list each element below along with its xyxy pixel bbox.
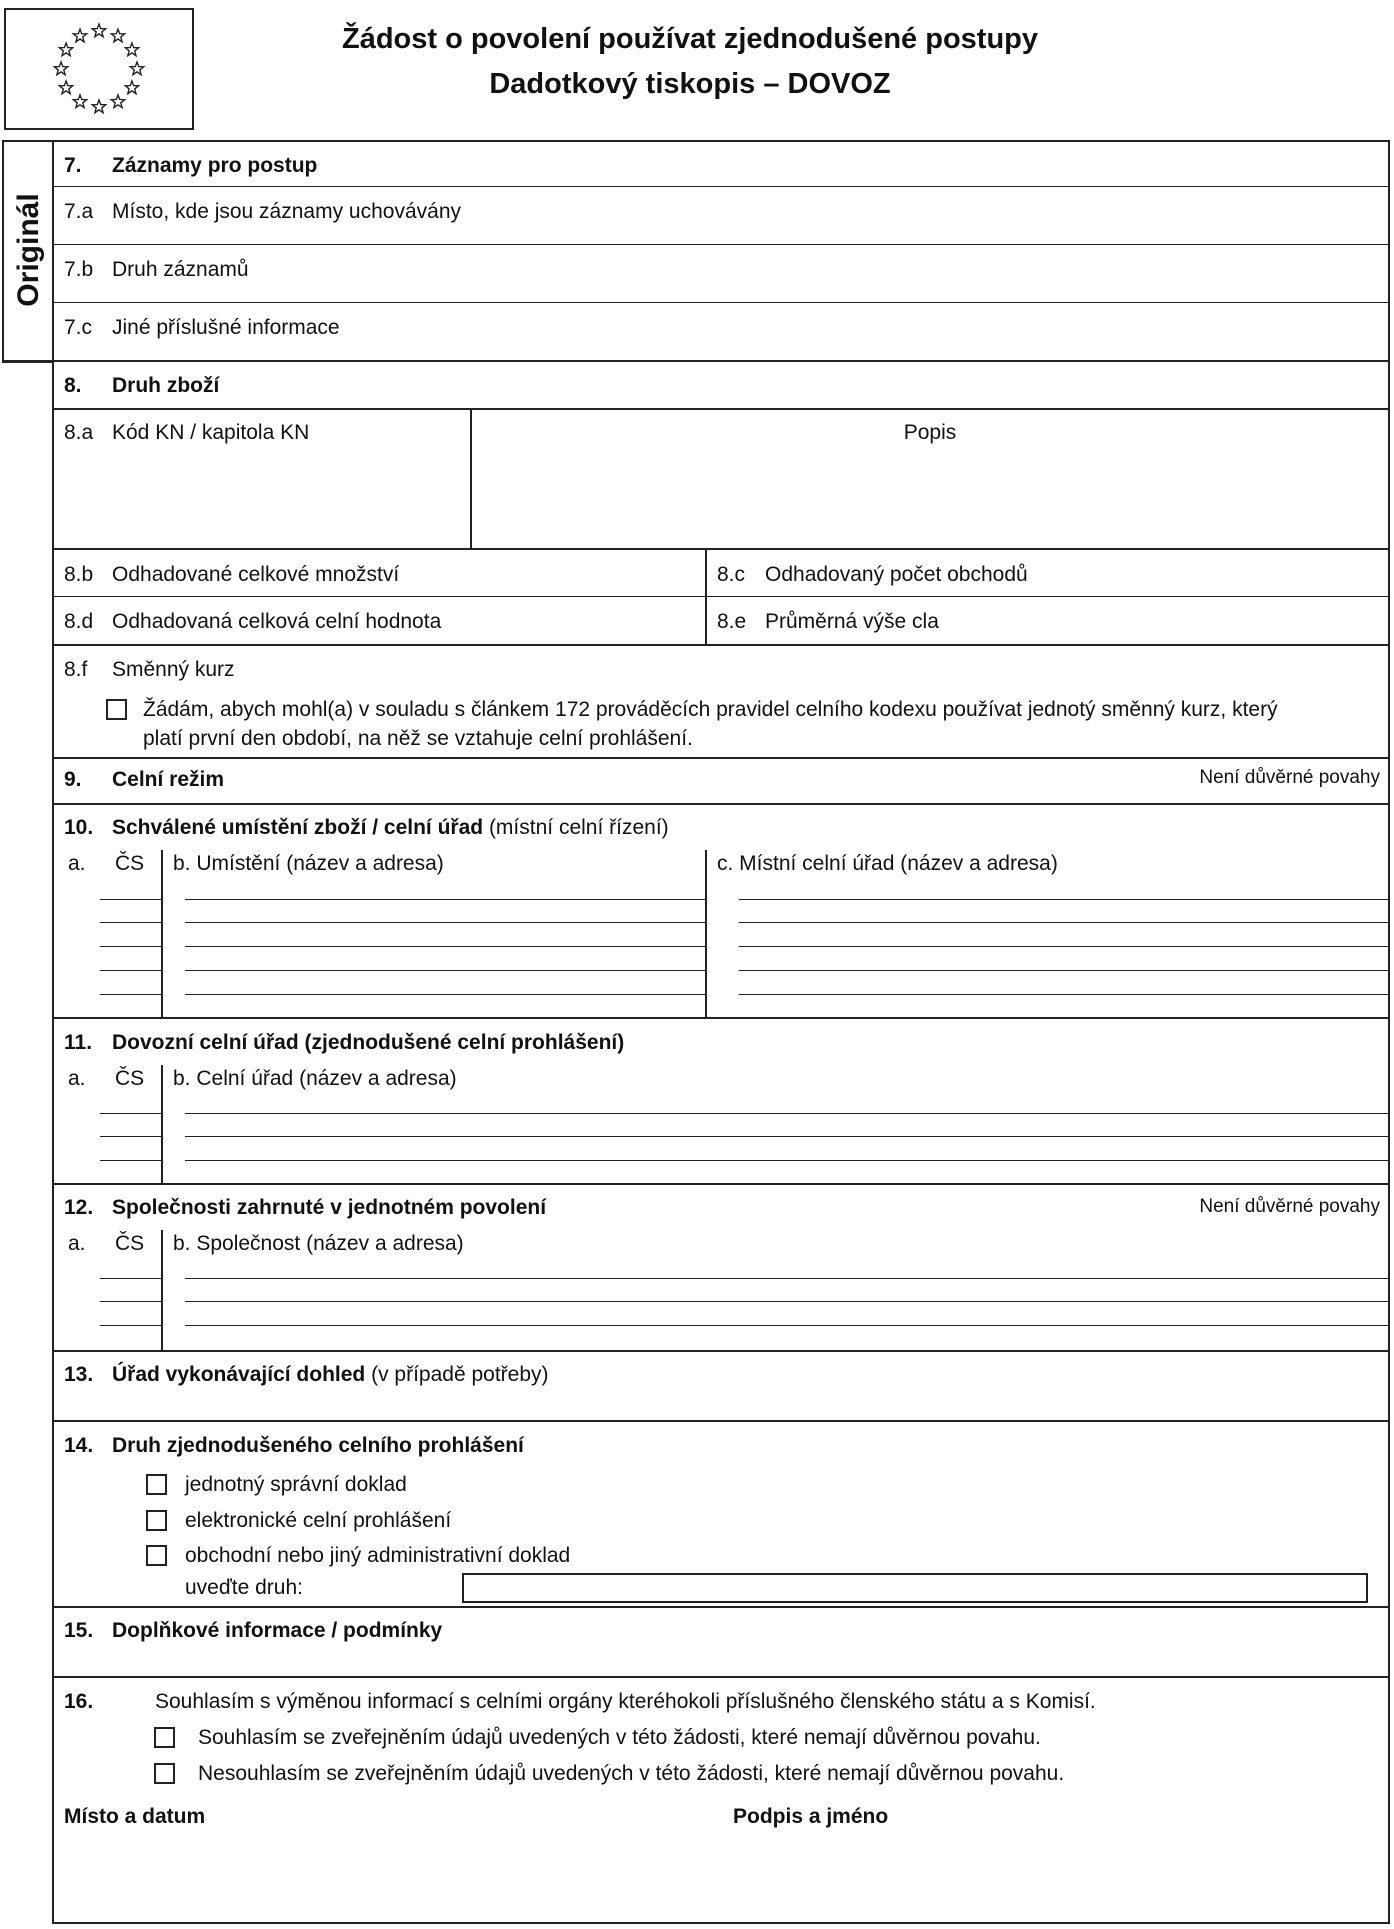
- section-12-note: Není důvěrné povahy: [1199, 1196, 1380, 1217]
- entry-line[interactable]: [100, 1278, 161, 1279]
- flag-star-icon: [54, 62, 67, 75]
- flag-star-icon: [92, 100, 105, 113]
- col-10b-label: b. Umístění (název a adresa): [173, 852, 444, 875]
- col-12a-label: a.: [68, 1232, 86, 1255]
- entry-line[interactable]: [100, 922, 161, 923]
- text-8f-request-line1: Žádám, abych mohl(a) v souladu s článkem 172 prováděcích pravidel celního kodexu používat jednotý směnný kurz, který: [143, 698, 1278, 721]
- checkbox-14-electronic[interactable]: [146, 1510, 167, 1531]
- entry-line[interactable]: [739, 899, 1390, 900]
- checkbox-16-disagree-publish[interactable]: [154, 1763, 175, 1784]
- col-11-cs-label: ČS: [115, 1067, 145, 1090]
- section-9-note: Není důvěrné povahy: [1199, 767, 1380, 788]
- flag-star-icon: [111, 95, 124, 108]
- flag-star-icon: [92, 24, 105, 37]
- entry-line[interactable]: [100, 946, 161, 947]
- entry-line[interactable]: [185, 1325, 1390, 1326]
- entry-line[interactable]: [100, 970, 161, 971]
- field-8a-cn-code[interactable]: 8.a Kód KN / kapitola KN: [64, 421, 310, 444]
- flag-star-icon: [73, 29, 86, 42]
- col-12-cs-label: ČS: [115, 1232, 145, 1255]
- entry-line[interactable]: [185, 922, 705, 923]
- field-7b-records-type[interactable]: 7.b Druh záznamů: [64, 258, 249, 281]
- entry-line[interactable]: [100, 1160, 161, 1161]
- section-11-title: 11. Dovozní celní úřad (zjednodušené celní prohlášení): [64, 1031, 625, 1054]
- original-label: Originál: [12, 193, 45, 307]
- entry-line[interactable]: [739, 922, 1390, 923]
- entry-line[interactable]: [185, 1278, 1390, 1279]
- entry-line[interactable]: [185, 899, 705, 900]
- col-11b-label: b. Celní úřad (název a adresa): [173, 1067, 457, 1090]
- entry-line[interactable]: [185, 994, 705, 995]
- checkbox-16-agree-publish[interactable]: [154, 1727, 175, 1748]
- field-8e-average-duty[interactable]: 8.e Průměrná výše cla: [717, 610, 939, 633]
- field-16-signature[interactable]: Podpis a jméno: [733, 1805, 889, 1828]
- field-8f-exchange-rate: 8.f Směnný kurz: [64, 658, 235, 681]
- label-16-agree-publish: Souhlasím se zveřejněním údajů uvedených v této žádosti, které nemají důvěrnou povahu.: [198, 1726, 1041, 1749]
- flag-star-icon: [125, 81, 138, 94]
- page-subtitle: Dadotkový tiskopis – DOVOZ: [489, 68, 891, 100]
- label-16-disagree-publish: Nesouhlasím se zveřejněním údajů uvedených v této žádosti, které nemají důvěrnou povahu.: [198, 1762, 1065, 1785]
- flag-star-icon: [59, 81, 72, 94]
- col-10a-label: a.: [68, 852, 86, 875]
- entry-line[interactable]: [739, 970, 1390, 971]
- field-7a-records-location[interactable]: 7.a Místo, kde jsou záznamy uchovávány: [64, 200, 462, 223]
- checkbox-14-single-document[interactable]: [146, 1474, 167, 1495]
- entry-line[interactable]: [100, 994, 161, 995]
- label-14-specify: uveďte druh:: [185, 1576, 303, 1599]
- field-8d-customs-value[interactable]: 8.d Odhadovaná celková celní hodnota: [64, 610, 442, 633]
- section-16-consent: Souhlasím s výměnou informací s celními orgány kteréhokoli příslušného členského státu a s Komisí.: [155, 1690, 1096, 1713]
- entry-line[interactable]: [100, 899, 161, 900]
- entry-line[interactable]: [100, 1136, 161, 1137]
- page-title: Žádost o povolení používat zjednodušené postupy: [341, 23, 1039, 55]
- entry-line[interactable]: [739, 946, 1390, 947]
- section-8-title: 8. Druh zboží: [64, 374, 220, 397]
- section-13-title[interactable]: 13. Úřad vykonávající dohled (v případě potřeby): [64, 1363, 549, 1386]
- checkbox-14-commercial[interactable]: [146, 1545, 167, 1566]
- field-8a-description[interactable]: Popis: [903, 421, 957, 444]
- col-12b-label: b. Společnost (název a adresa): [173, 1232, 464, 1255]
- checkbox-8f-single-rate[interactable]: [106, 699, 127, 720]
- entry-line[interactable]: [185, 1136, 1390, 1137]
- flag-star-icon: [130, 62, 143, 75]
- flag-star-icon: [73, 95, 86, 108]
- entry-line[interactable]: [185, 970, 705, 971]
- label-14-electronic: elektronické celní prohlášení: [185, 1509, 452, 1532]
- entry-line[interactable]: [185, 1113, 1390, 1114]
- flag-star-icon: [125, 43, 138, 56]
- label-14-single-document: jednotný správní doklad: [185, 1473, 407, 1496]
- text-8f-request-line2: platí první den období, na něž se vztahuje celní prohlášení.: [143, 727, 693, 750]
- section-7-title: 7. Záznamy pro postup: [64, 154, 318, 177]
- entry-line[interactable]: [739, 994, 1390, 995]
- entry-line[interactable]: [185, 1301, 1390, 1302]
- section-14-title: 14. Druh zjednodušeného celního prohlášení: [64, 1434, 524, 1457]
- section-10-title: 10. Schválené umístění zboží / celní úřad (místní celní řízení): [64, 816, 669, 839]
- col-10-cs-label: ČS: [115, 852, 145, 875]
- section-9-title: 9. Celní režim: [64, 768, 225, 791]
- input-14-specify-type[interactable]: [462, 1573, 1368, 1603]
- entry-line[interactable]: [100, 1113, 161, 1114]
- col-10c-label: c. Místní celní úřad (název a adresa): [717, 852, 1058, 875]
- section-12-title: 12. Společnosti zahrnuté v jednotném povolení: [64, 1196, 547, 1219]
- field-8b-quantity[interactable]: 8.b Odhadované celkové množství: [64, 563, 400, 586]
- entry-line[interactable]: [185, 946, 705, 947]
- section-15-title[interactable]: 15. Doplňkové informace / podmínky: [64, 1619, 443, 1642]
- entry-line[interactable]: [100, 1301, 161, 1302]
- label-14-commercial: obchodní nebo jiný administrativní doklad: [185, 1544, 571, 1567]
- flag-star-icon: [111, 29, 124, 42]
- col-11a-label: a.: [68, 1067, 86, 1090]
- entry-line[interactable]: [185, 1160, 1390, 1161]
- eu-flag-logo: [4, 8, 194, 130]
- eu-stars-icon: [6, 10, 192, 128]
- flag-star-icon: [59, 43, 72, 56]
- entry-line[interactable]: [100, 1325, 161, 1326]
- section-16-num: 16.: [64, 1690, 94, 1713]
- field-8c-transactions[interactable]: 8.c Odhadovaný počet obchodů: [717, 563, 1028, 586]
- field-16-place-date[interactable]: Místo a datum: [64, 1805, 206, 1828]
- field-7c-other-info[interactable]: 7.c Jiné příslušné informace: [64, 316, 340, 339]
